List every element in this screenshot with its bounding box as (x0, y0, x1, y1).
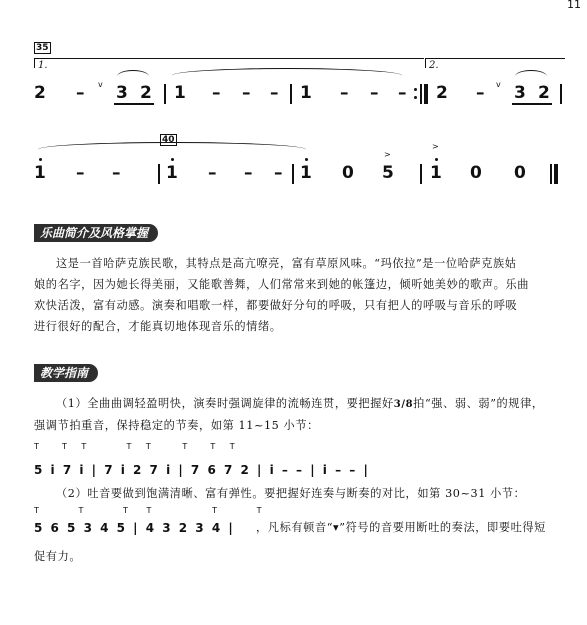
barline (164, 84, 166, 104)
high-dot (305, 158, 308, 161)
articulation-marks: T T T T T T (34, 506, 270, 515)
section-title-guide: 教学指南 (34, 364, 98, 382)
high-dot (171, 158, 174, 161)
text-line (34, 393, 574, 415)
note: 3 (514, 83, 526, 103)
accent-mark: > (432, 142, 439, 151)
rest: 0 (470, 163, 482, 183)
barline (560, 84, 562, 104)
dash: – (398, 83, 407, 103)
volta-1-bracket (34, 58, 424, 59)
dash: – (208, 163, 217, 183)
tie (172, 68, 402, 83)
dash: – (340, 83, 349, 103)
barline (158, 164, 160, 184)
dash: – (112, 163, 121, 183)
barline (290, 84, 292, 104)
underline (512, 103, 552, 105)
note: 2 (34, 83, 46, 103)
example-notes: 5 6 5 3 4 5 | 4 3 2 3 4 | (34, 521, 235, 535)
note: 5 (382, 163, 394, 183)
text-line: 欢快活泼，富有动感。演奏和唱歌一样，都要做好分句的呼吸，只有把人的呼吸与音乐的呼吸 (34, 299, 518, 312)
dash: – (212, 83, 221, 103)
note: 1 (34, 163, 46, 183)
barline (420, 84, 422, 104)
note: 3 (116, 83, 128, 103)
example-notes: 5 i 7 i | 7 i 2 7 i | 7 6 7 2 | i – – | i – – | (34, 463, 370, 477)
volta-2-label: 2. (429, 60, 439, 71)
volta-1-label: 1. (38, 60, 48, 71)
note: 1 (174, 83, 186, 103)
text-run: （1）全曲曲调轻盈明快，演奏时强调旋律的流畅连贯，要把握好 (56, 397, 394, 410)
breath-mark: v (496, 80, 501, 89)
text-line: 进行很好的配合，才能真切地体现音乐的情绪。 (34, 320, 282, 333)
barline (550, 164, 552, 184)
note: 2 (538, 83, 550, 103)
note: 1 (300, 83, 312, 103)
time-signature: 3/8 (393, 399, 414, 410)
section-title-intro: 乐曲简介及风格掌握 (34, 224, 158, 242)
barline (420, 164, 422, 184)
breath-mark: v (98, 80, 103, 89)
dash: – (270, 83, 279, 103)
volta-2-bracket (425, 58, 565, 59)
score-row-1 (0, 0, 587, 120)
measure-number-35: 35 (36, 43, 49, 53)
dash: – (476, 83, 485, 103)
measure-number-40: 40 (162, 135, 175, 145)
volta-2-hook (425, 58, 426, 68)
dash: – (370, 83, 379, 103)
slur (117, 70, 149, 83)
underline (114, 103, 154, 105)
rest: 0 (514, 163, 526, 183)
high-dot (39, 158, 42, 161)
barline-thick (424, 84, 428, 104)
dash: – (242, 83, 251, 103)
dash: – (274, 163, 283, 183)
barline (292, 164, 294, 184)
text-line: （2）吐音要做到饱满清晰、富有弹性。要把握好连奏与断奏的对比，如第 30~31 小节： (56, 487, 526, 500)
guide-paragraph-2 (34, 483, 574, 504)
text-run: 拍“强、弱、弱”的规律， (413, 397, 544, 410)
text-line: 娘的名字，因为她长得美丽，又能歌善舞，人们常常来到她的帐篷边，倾听她美妙的歌声。乐曲 (34, 278, 530, 291)
note: 2 (436, 83, 448, 103)
articulation-marks: T T T T T T T T (34, 442, 241, 451)
rest: 0 (342, 163, 354, 183)
note: 1 (300, 163, 312, 183)
text-line: 促有力。 (34, 550, 82, 563)
score-row-2 (0, 120, 587, 200)
slur (515, 70, 547, 83)
text-line: 这是一首哈萨克族民歌，其特点是高亢嘹亮，富有草原风味。“玛依拉”是一位哈萨克族姑 (56, 257, 517, 270)
intro-paragraph (34, 253, 564, 337)
dash: – (244, 163, 253, 183)
guide-paragraph-1 (34, 393, 574, 436)
notation-example-1 (34, 442, 370, 478)
high-dot (435, 158, 438, 161)
dash: – (76, 163, 85, 183)
text-run: ，凡标有顿音“▾”符号的音要用断吐的奏法，即要吐得短 (256, 521, 546, 534)
repeat-dot (414, 96, 417, 99)
volta-1-hook (34, 58, 35, 68)
dash: – (76, 83, 85, 103)
notation-example-2-line (34, 506, 574, 546)
barline-final (554, 164, 558, 184)
note: 1 (430, 163, 442, 183)
text-line: 强调节拍重音，保持稳定的节奏，如第 11~15 小节： (34, 419, 319, 432)
accent-mark: > (384, 150, 391, 159)
note: 2 (140, 83, 152, 103)
page-number: 11 (567, 0, 581, 11)
note: 1 (166, 163, 178, 183)
repeat-dot (414, 88, 417, 91)
